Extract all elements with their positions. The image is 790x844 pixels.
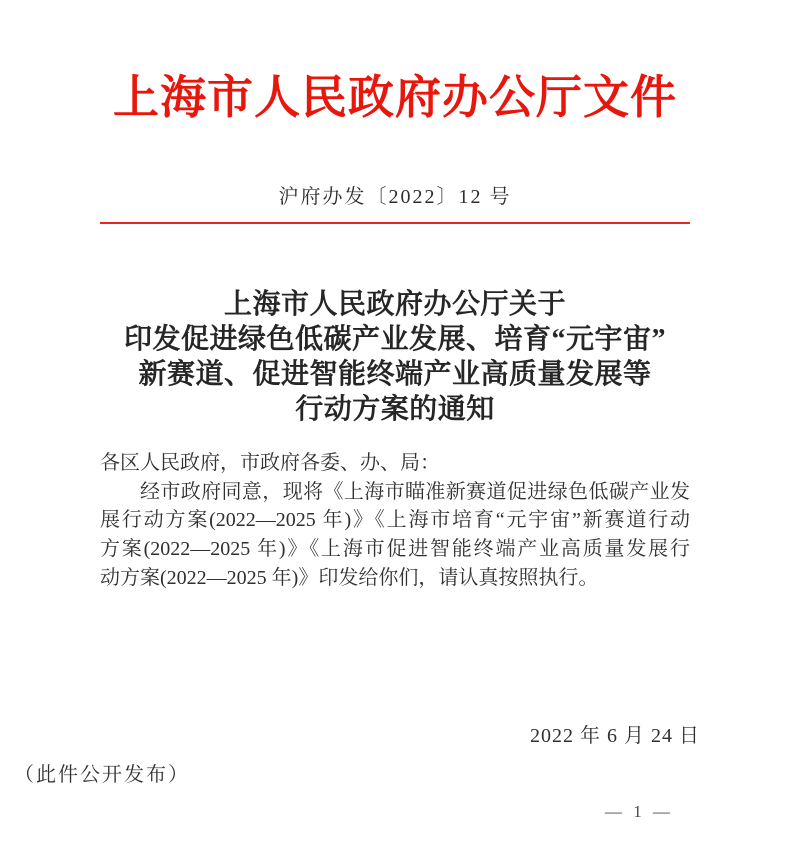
issue-date: 2022 年 6 月 24 日 — [530, 724, 700, 747]
page-number: — 1 — — [605, 801, 670, 821]
body-line-4: 动方案(2022—2025 年)》印发给你们，请认真按照执行。 — [100, 566, 599, 589]
body-text — [100, 449, 690, 593]
notice-title-line-2: 印发促进绿色低碳产业发展、培育“元宇宙” — [123, 324, 666, 355]
notice-title-line-4: 行动方案的通知 — [295, 394, 495, 425]
notice-title-line-3: 新赛道、促进智能终端产业高质量发展等 — [138, 359, 652, 390]
public-release-note: （此件公开发布） — [14, 763, 190, 786]
red-divider-rule — [100, 222, 690, 224]
masthead-title: 上海市人民政府办公厅文件 — [113, 72, 677, 123]
notice-title-line-1: 上海市人民政府办公厅关于 — [223, 289, 566, 320]
notice-title — [0, 287, 790, 427]
body-line-2: 展行动方案(2022—2025 年)》《上海市培育“元宇宙”新赛道行动 — [100, 509, 690, 532]
body-line-1: 经市政府同意，现将《上海市瞄准新赛道促进绿色低碳产业发 — [140, 480, 690, 503]
body-line-3: 方案(2022—2025 年)》《上海市促进智能终端产业高质量发展行 — [100, 538, 690, 561]
document-number: 沪府办发〔2022〕12 号 — [278, 186, 512, 208]
salutation-line: 各区人民政府，市政府各委、办、局： — [100, 452, 440, 474]
